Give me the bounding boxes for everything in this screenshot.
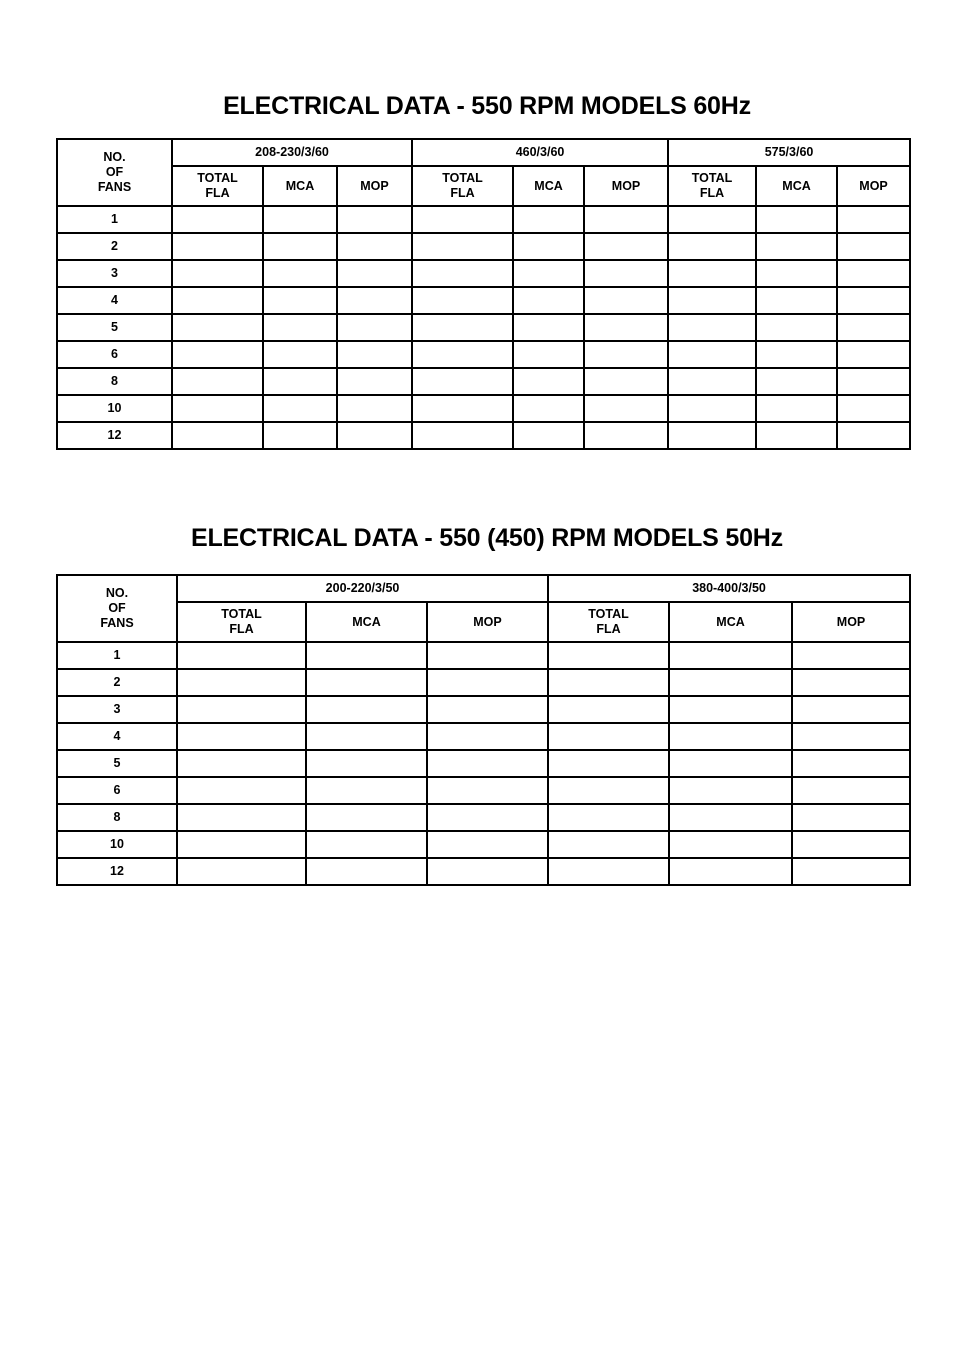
fan-count-cell: 6 xyxy=(57,341,172,368)
no-of-fans-header-line: OF xyxy=(105,165,124,179)
no-of-fans-header xyxy=(57,575,177,642)
fan-count-cell: 4 xyxy=(57,287,172,314)
empty-value-cell xyxy=(337,206,412,233)
empty-value-cell xyxy=(172,341,263,368)
empty-value-cell xyxy=(427,669,548,696)
header-row-columns xyxy=(57,602,910,642)
electrical-data-60hz-table xyxy=(56,138,911,450)
empty-value-cell xyxy=(177,804,306,831)
empty-value-cell xyxy=(756,341,837,368)
empty-value-cell xyxy=(668,368,756,395)
empty-value-cell xyxy=(427,858,548,885)
empty-value-cell xyxy=(756,233,837,260)
column-header-line: MCA xyxy=(782,178,811,193)
column-header-line: MOP xyxy=(473,614,502,629)
empty-value-cell xyxy=(263,233,337,260)
table-row xyxy=(57,341,910,368)
empty-value-cell xyxy=(177,858,306,885)
fan-count-cell: 2 xyxy=(57,669,177,696)
table-row xyxy=(57,368,910,395)
empty-value-cell xyxy=(263,368,337,395)
empty-value-cell xyxy=(427,804,548,831)
empty-value-cell xyxy=(669,750,792,777)
empty-value-cell xyxy=(668,287,756,314)
column-header xyxy=(792,602,910,642)
empty-value-cell xyxy=(263,260,337,287)
column-header xyxy=(668,166,756,206)
table-60hz-title: ELECTRICAL DATA - 550 RPM MODELS 60Hz xyxy=(223,92,751,120)
fan-count-cell: 5 xyxy=(57,314,172,341)
empty-value-cell xyxy=(337,233,412,260)
empty-value-cell xyxy=(584,368,668,395)
empty-value-cell xyxy=(306,696,427,723)
voltage-group-header: 208-230/3/60 xyxy=(172,139,412,166)
column-header xyxy=(412,166,513,206)
empty-value-cell xyxy=(837,314,910,341)
empty-value-cell xyxy=(756,287,837,314)
table-row xyxy=(57,804,910,831)
column-header-line: TOTAL xyxy=(442,171,483,185)
empty-value-cell xyxy=(668,422,756,449)
empty-value-cell xyxy=(837,341,910,368)
empty-value-cell xyxy=(263,287,337,314)
empty-value-cell xyxy=(584,233,668,260)
table-row xyxy=(57,723,910,750)
empty-value-cell xyxy=(669,723,792,750)
empty-value-cell xyxy=(837,287,910,314)
column-header-line: TOTAL xyxy=(691,171,733,185)
empty-value-cell xyxy=(337,287,412,314)
fan-count-cell: 8 xyxy=(57,804,177,831)
empty-value-cell xyxy=(412,260,513,287)
table-row xyxy=(57,858,910,885)
empty-value-cell xyxy=(177,750,306,777)
column-header xyxy=(669,602,792,642)
empty-value-cell xyxy=(668,206,756,233)
table-row xyxy=(57,314,910,341)
empty-value-cell xyxy=(668,314,756,341)
empty-value-cell xyxy=(837,395,910,422)
column-header-line: MOP xyxy=(859,178,888,193)
table-row xyxy=(57,260,910,287)
fan-count-cell: 3 xyxy=(57,696,177,723)
empty-value-cell xyxy=(792,642,910,669)
empty-value-cell xyxy=(412,422,513,449)
column-header-line: FLA xyxy=(229,622,254,636)
empty-value-cell xyxy=(792,669,910,696)
empty-value-cell xyxy=(668,260,756,287)
empty-value-cell xyxy=(172,287,263,314)
no-of-fans-header-line: OF xyxy=(108,601,126,615)
column-header xyxy=(306,602,427,642)
empty-value-cell xyxy=(306,777,427,804)
column-header-line: MCA xyxy=(352,614,381,629)
table-row xyxy=(57,777,910,804)
column-header xyxy=(177,602,306,642)
empty-value-cell xyxy=(668,341,756,368)
fan-count-cell: 12 xyxy=(57,858,177,885)
no-of-fans-header-line: FANS xyxy=(100,616,134,630)
empty-value-cell xyxy=(427,831,548,858)
empty-value-cell xyxy=(427,723,548,750)
empty-value-cell xyxy=(427,696,548,723)
column-header xyxy=(172,166,263,206)
empty-value-cell xyxy=(427,642,548,669)
empty-value-cell xyxy=(513,395,584,422)
empty-value-cell xyxy=(837,422,910,449)
empty-value-cell xyxy=(412,395,513,422)
empty-value-cell xyxy=(337,314,412,341)
fan-count-cell: 10 xyxy=(57,395,172,422)
table-row xyxy=(57,287,910,314)
fan-count-cell: 6 xyxy=(57,777,177,804)
column-header xyxy=(584,166,668,206)
empty-value-cell xyxy=(306,804,427,831)
header-row-columns xyxy=(57,166,910,206)
empty-value-cell xyxy=(177,777,306,804)
empty-value-cell xyxy=(669,858,792,885)
column-header xyxy=(513,166,584,206)
empty-value-cell xyxy=(669,696,792,723)
empty-value-cell xyxy=(792,831,910,858)
empty-value-cell xyxy=(584,341,668,368)
voltage-group-header: 575/3/60 xyxy=(668,139,910,166)
empty-value-cell xyxy=(306,642,427,669)
column-header xyxy=(263,166,337,206)
empty-value-cell xyxy=(584,314,668,341)
table-row xyxy=(57,206,910,233)
empty-value-cell xyxy=(412,287,513,314)
empty-value-cell xyxy=(548,858,669,885)
empty-value-cell xyxy=(263,206,337,233)
empty-value-cell xyxy=(792,804,910,831)
empty-value-cell xyxy=(548,642,669,669)
empty-value-cell xyxy=(513,314,584,341)
empty-value-cell xyxy=(837,260,910,287)
empty-value-cell xyxy=(669,669,792,696)
column-header-line: TOTAL xyxy=(588,607,629,621)
empty-value-cell xyxy=(548,696,669,723)
empty-value-cell xyxy=(584,287,668,314)
fan-count-cell: 8 xyxy=(57,368,172,395)
voltage-group-header: 200-220/3/50 xyxy=(177,575,548,602)
empty-value-cell xyxy=(172,233,263,260)
empty-value-cell xyxy=(172,368,263,395)
empty-value-cell xyxy=(584,395,668,422)
empty-value-cell xyxy=(548,669,669,696)
header-row-voltage xyxy=(57,575,910,602)
empty-value-cell xyxy=(412,206,513,233)
empty-value-cell xyxy=(513,368,584,395)
empty-value-cell xyxy=(177,723,306,750)
empty-value-cell xyxy=(412,368,513,395)
fan-count-cell: 2 xyxy=(57,233,172,260)
column-header-line: FLA xyxy=(699,186,725,200)
no-of-fans-header-line: FANS xyxy=(97,180,132,194)
empty-value-cell xyxy=(513,206,584,233)
fan-count-cell: 12 xyxy=(57,422,172,449)
empty-value-cell xyxy=(427,777,548,804)
empty-value-cell xyxy=(756,314,837,341)
fan-count-cell: 1 xyxy=(57,642,177,669)
empty-value-cell xyxy=(177,669,306,696)
voltage-group-header: 460/3/60 xyxy=(412,139,668,166)
empty-value-cell xyxy=(172,314,263,341)
empty-value-cell xyxy=(337,260,412,287)
column-header xyxy=(756,166,837,206)
empty-value-cell xyxy=(172,422,263,449)
empty-value-cell xyxy=(668,395,756,422)
header-row-voltage xyxy=(57,139,910,166)
empty-value-cell xyxy=(263,314,337,341)
table-row xyxy=(57,233,910,260)
empty-value-cell xyxy=(584,206,668,233)
empty-value-cell xyxy=(756,260,837,287)
column-header-line: MCA xyxy=(285,178,315,193)
empty-value-cell xyxy=(263,395,337,422)
table-row xyxy=(57,750,910,777)
empty-value-cell xyxy=(792,750,910,777)
fan-count-cell: 1 xyxy=(57,206,172,233)
empty-value-cell xyxy=(306,831,427,858)
empty-value-cell xyxy=(584,260,668,287)
empty-value-cell xyxy=(669,804,792,831)
empty-value-cell xyxy=(306,669,427,696)
voltage-group-header: 380-400/3/50 xyxy=(548,575,910,602)
empty-value-cell xyxy=(513,287,584,314)
column-header-line: FLA xyxy=(205,186,230,200)
empty-value-cell xyxy=(172,260,263,287)
empty-value-cell xyxy=(306,750,427,777)
empty-value-cell xyxy=(792,723,910,750)
electrical-data-50hz-table xyxy=(56,574,911,886)
empty-value-cell xyxy=(668,233,756,260)
empty-value-cell xyxy=(513,341,584,368)
empty-value-cell xyxy=(669,642,792,669)
empty-value-cell xyxy=(548,723,669,750)
column-header xyxy=(548,602,669,642)
no-of-fans-header-line: NO. xyxy=(103,150,126,164)
table-row xyxy=(57,831,910,858)
empty-value-cell xyxy=(513,422,584,449)
column-header-line: TOTAL xyxy=(221,607,262,621)
empty-value-cell xyxy=(584,422,668,449)
empty-value-cell xyxy=(337,422,412,449)
empty-value-cell xyxy=(792,777,910,804)
empty-value-cell xyxy=(412,314,513,341)
empty-value-cell xyxy=(548,750,669,777)
column-header-line: FLA xyxy=(596,622,621,636)
empty-value-cell xyxy=(792,858,910,885)
empty-value-cell xyxy=(756,395,837,422)
column-header-line: FLA xyxy=(450,186,475,200)
column-header-line: MCA xyxy=(534,178,563,193)
no-of-fans-header-line: NO. xyxy=(105,586,129,600)
empty-value-cell xyxy=(172,206,263,233)
column-header-line: MOP xyxy=(836,614,866,629)
column-header-line: MOP xyxy=(611,178,641,193)
empty-value-cell xyxy=(756,422,837,449)
empty-value-cell xyxy=(263,422,337,449)
column-header-line: MCA xyxy=(716,614,745,629)
empty-value-cell xyxy=(669,831,792,858)
column-header-line: TOTAL xyxy=(197,171,238,185)
fan-count-cell: 3 xyxy=(57,260,172,287)
empty-value-cell xyxy=(837,206,910,233)
empty-value-cell xyxy=(756,206,837,233)
empty-value-cell xyxy=(792,696,910,723)
empty-value-cell xyxy=(548,831,669,858)
table-row xyxy=(57,642,910,669)
empty-value-cell xyxy=(412,233,513,260)
fan-count-cell: 10 xyxy=(57,831,177,858)
empty-value-cell xyxy=(837,368,910,395)
empty-value-cell xyxy=(177,696,306,723)
empty-value-cell xyxy=(337,395,412,422)
empty-value-cell xyxy=(177,831,306,858)
fan-count-cell: 5 xyxy=(57,750,177,777)
table-row xyxy=(57,395,910,422)
empty-value-cell xyxy=(756,368,837,395)
empty-value-cell xyxy=(306,858,427,885)
empty-value-cell xyxy=(548,777,669,804)
empty-value-cell xyxy=(513,260,584,287)
column-header xyxy=(837,166,910,206)
empty-value-cell xyxy=(548,804,669,831)
empty-value-cell xyxy=(337,341,412,368)
no-of-fans-header xyxy=(57,139,172,206)
empty-value-cell xyxy=(172,395,263,422)
empty-value-cell xyxy=(669,777,792,804)
empty-value-cell xyxy=(412,341,513,368)
empty-value-cell xyxy=(837,233,910,260)
empty-value-cell xyxy=(177,642,306,669)
empty-value-cell xyxy=(263,341,337,368)
table-50hz-title: ELECTRICAL DATA - 550 (450) RPM MODELS 50Hz xyxy=(191,524,783,552)
fan-count-cell: 4 xyxy=(57,723,177,750)
empty-value-cell xyxy=(306,723,427,750)
empty-value-cell xyxy=(427,750,548,777)
table-row xyxy=(57,669,910,696)
empty-value-cell xyxy=(337,368,412,395)
table-row xyxy=(57,696,910,723)
table-row xyxy=(57,422,910,449)
empty-value-cell xyxy=(513,233,584,260)
column-header xyxy=(427,602,548,642)
column-header-line: MOP xyxy=(360,178,389,193)
column-header xyxy=(337,166,412,206)
